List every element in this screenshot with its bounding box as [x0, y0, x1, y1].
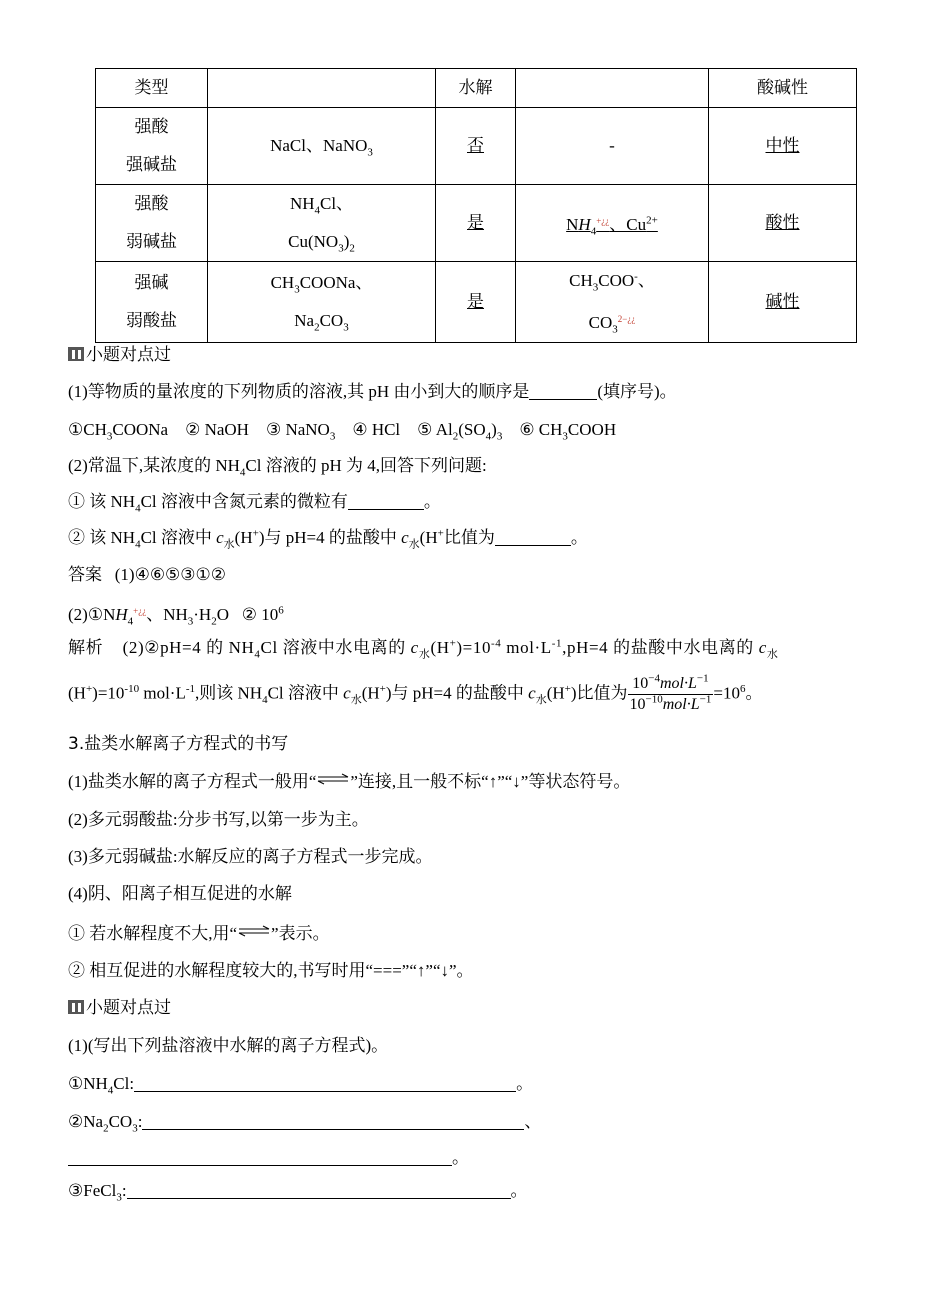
practice-2-intro: (1)(写出下列盐溶液中水解的离子方程式)。: [68, 1036, 389, 1055]
row2-ions: $NH_4^{+¿¿}$、$Cu^{2+}$: [516, 185, 709, 262]
header-ions: [516, 69, 709, 108]
header-example: [208, 69, 436, 108]
row2-hydrolysis: 是: [436, 185, 516, 262]
practice-mark-icon: [68, 347, 84, 361]
question-2-2: ② 该 $NH_4Cl$ 溶液中 $c_水(H^+)$与 pH=4 的盐酸中 $c_水(H^+$比值为 。: [68, 527, 588, 551]
row1-ions: -: [516, 108, 709, 185]
row1-example: NaCl、NaNO$_3$: [208, 108, 436, 185]
section-3-title: 3.盐类水解离子方程式的书写: [68, 734, 289, 754]
table-row: [96, 185, 857, 262]
salt-type-table: [95, 68, 857, 343]
answer-blank[interactable]: [68, 1147, 452, 1166]
answer-label: 答案: [68, 565, 102, 585]
analysis-line-1: 解析 (2)②pH=4 的 $NH_4Cl$ 溶液中水电离的 $c_水(H^+)=10^{-4}$ $mol\cdot L^{-1},pH=4$ 的盐酸中水电离的 $c_水$: [68, 637, 779, 661]
section-3-item-4-2: ② 相互促进的水解程度较大的,书写时用“===”“↑”“↓”。: [68, 961, 474, 980]
row2-nature: 酸性: [709, 185, 857, 262]
row2-example: $NH_4Cl$、 $Cu(NO_3)_2$: [208, 185, 436, 262]
ratio-fraction: $\frac{10^{-4}mol\cdot L^{-1}}{10^{-10}mol\cdot L^{-1}}$: [629, 672, 712, 713]
row3-hydrolysis: 是: [436, 262, 516, 343]
table-header-row: [96, 69, 857, 108]
answer-blank[interactable]: [142, 1111, 524, 1130]
table-row: [96, 262, 857, 343]
section-3-item-3: (3)多元弱碱盐:水解反应的离子方程式一步完成。: [68, 847, 433, 866]
answer-blank[interactable]: [127, 1180, 511, 1199]
header-nature: 酸碱性: [709, 69, 857, 108]
practice-2-item-1: $①NH_4Cl$: 。: [68, 1074, 534, 1097]
answer-blank[interactable]: [529, 381, 597, 400]
question-2-1: ① 该 $NH_4Cl$ 溶液中含氮元素的微粒有 。: [68, 492, 441, 515]
section-3-item-4: (4)阴、阳离子相互促进的水解: [68, 884, 292, 903]
row3-ions: $CH_3COO^-$、 $CO_3^{2-¿¿}$: [516, 262, 709, 343]
table-row: [96, 108, 857, 185]
header-type: 类型: [96, 69, 208, 108]
analysis-line-2: $(H^+)=10^{-10}$ $mol\cdot L^{-1}$,则该 $NH_4Cl$ 溶液中 $c_水(H^+)$与 pH=4 的盐酸中 $c_水(H^+)$比值为 $\frac{10^{-4}mol\cdot L^{-1}}{10^{-10}mol\cdot L^{-1}}$ $=10^6$。: [68, 672, 763, 713]
practice-2-item-2: $②Na_2CO_3$: 、: [68, 1112, 542, 1135]
row3-example: $CH_3COONa$、 $Na_2CO_3$: [208, 262, 436, 343]
analysis-label: 解析: [68, 638, 104, 658]
answer-line-2: $(2)①NH_4^{+¿¿}$、$NH_3\cdot H_2O$ ② $10^6$: [68, 604, 284, 628]
practice-2-item-3: ③FeCl$_3$: 。: [68, 1181, 528, 1204]
practice-2-item-2-cont: 。: [68, 1146, 469, 1170]
answer-blank[interactable]: [134, 1073, 516, 1092]
header-hydrolysis: 水解: [436, 69, 516, 108]
row2-type: 强酸 弱碱盐: [96, 185, 208, 262]
row3-nature: 碱性: [709, 262, 857, 343]
row1-type: 强酸 强碱盐: [96, 108, 208, 185]
answer-line-1: 答案 (1)④⑥⑤③①②: [68, 565, 227, 585]
section-3-item-2: (2)多元弱酸盐:分步书写,以第一步为主。: [68, 810, 369, 829]
practice-heading-2: 小题对点过: [68, 996, 171, 1020]
question-2: (2)常温下,某浓度的 $NH_4Cl$ 溶液的 pH 为 4,回答下列问题:: [68, 456, 487, 479]
section-3-item-4-1: ① 若水解程度不大,用“ ”表示。: [68, 924, 330, 943]
row1-nature: 中性: [709, 108, 857, 185]
row3-type: 强碱 弱酸盐: [96, 262, 208, 343]
answer-blank[interactable]: [348, 491, 424, 510]
equilibrium-arrow-icon: [237, 925, 271, 937]
answer-blank[interactable]: [495, 527, 571, 546]
practice-mark-icon: [68, 1000, 84, 1014]
practice-heading: 小题对点过: [68, 343, 171, 367]
question-1-items: $①CH_3COONa$ ② NaOH ③ NaNO$_3$ ④ HCl ⑤ $Al_2(SO_4)_3$ ⑥ $CH_3COOH$: [68, 420, 617, 443]
row1-hydrolysis: 否: [436, 108, 516, 185]
equilibrium-arrow-icon: [316, 773, 350, 785]
section-3-item-1: (1)盐类水解的离子方程式一般用“ ”连接,且一般不标“↑”“↓”等状态符号。: [68, 772, 631, 791]
question-1: (1)等物质的量浓度的下列物质的溶液,其 pH 由小到大的顺序是 (填序号)。: [68, 382, 677, 401]
